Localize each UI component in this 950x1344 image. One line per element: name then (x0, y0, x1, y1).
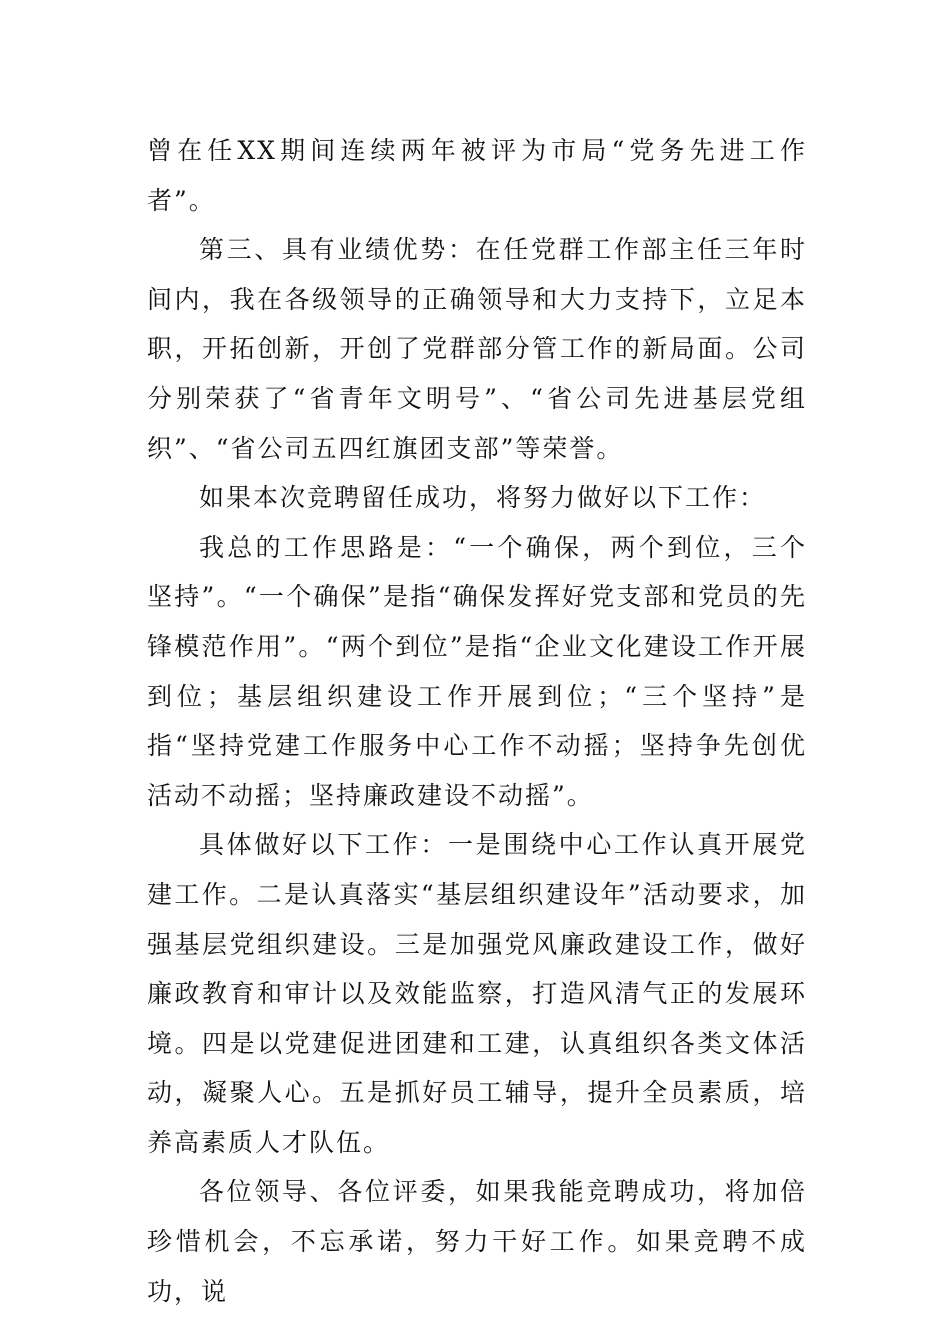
paragraph-specific-tasks: 具体做好以下工作：一是围绕中心工作认真开展党建工作。二是认真落实“基层组织建设年”活动要求，加强基层党组织建设。三是加强党风廉政建设工作，做好廉政教育和审计以及效能监察，打造风清气正的发展环境。四是以党建促进团建和工建，认真组织各类文体活动，凝聚人心。五是抓好员工辅导，提升全员素质，培养高素质人才队伍。 (147, 830, 807, 1157)
paragraph-work-approach: 我总的工作思路是：“一个确保，两个到位，三个坚持”。“一个确保”是指“确保发挥好党支部和党员的先锋模范作用”。“两个到位”是指“企业文化建设工作开展到位；基层组织建设工作开展到位；“三个坚持”是指“坚持党建工作服务中心工作不动摇；坚持争先创优活动不动摇；坚持廉政建设不动摇”。 (147, 532, 807, 810)
paragraph-performance-advantage: 第三、具有业绩优势：在任党群工作部主任三年时间内，我在各级领导的正确领导和大力支持下，立足本职，开拓创新，开创了党群部分管工作的新局面。公司分别荣获了“省青年文明号”、“省公司先进基层党组织”、“省公司五四红旗团支部”等荣誉。 (147, 235, 807, 463)
paragraph-closing: 各位领导、各位评委，如果我能竞聘成功，将加倍珍惜机会，不忘承诺，努力干好工作。如果竞聘不成功，说 (147, 1177, 807, 1306)
document-body (147, 126, 807, 1316)
paragraph-intro-plan: 如果本次竞聘留任成功，将努力做好以下工作： (199, 483, 767, 513)
paragraph-continuation: 曾在任XX期间连续两年被评为市局“党务先进工作者”。 (147, 136, 807, 215)
